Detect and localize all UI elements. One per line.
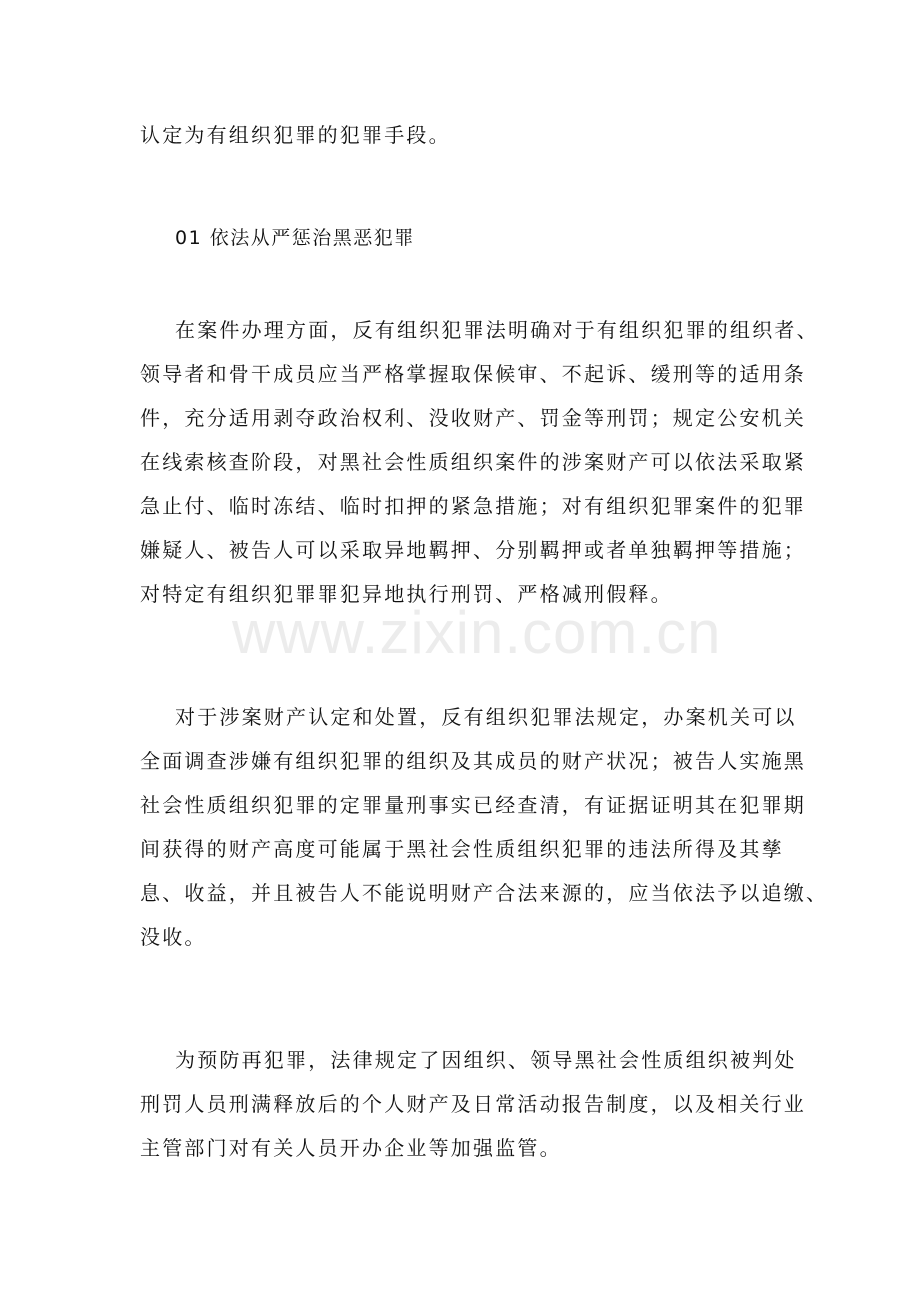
paragraph2-line: 社会性质组织犯罪的定罪量刑事实已经查清，有证据证明其在犯罪期 — [140, 793, 806, 817]
paragraph3-line: 主管部门对有关人员开办企业等加强监管。 — [140, 1136, 562, 1160]
paragraph2-line: 对于涉案财产认定和处置，反有组织犯罪法规定，办案机关可以 — [175, 705, 797, 729]
section-heading: 01 依法从严惩治黑恶犯罪 — [175, 227, 415, 249]
watermark: www.zixin.com.cn — [232, 599, 722, 666]
paragraph1-line: 在线索核查阶段，对黑社会性质组织案件的涉案财产可以依法采取紧 — [140, 450, 806, 474]
paragraph2-line: 间获得的财产高度可能属于黑社会性质组织犯罪的违法所得及其孳 — [140, 837, 784, 861]
paragraph2-line: 全面调查涉嫌有组织犯罪的组织及其成员的财产状况；被告人实施黑 — [140, 749, 806, 773]
paragraph1-line: 在案件办理方面，反有组织犯罪法明确对于有组织犯罪的组织者、 — [175, 318, 819, 342]
paragraph2-line: 息、收益，并且被告人不能说明财产合法来源的，应当依法予以追缴、 — [140, 881, 829, 905]
paragraph1-line: 急止付、临时冻结、临时扣押的紧急措施；对有组织犯罪案件的犯罪 — [140, 494, 806, 518]
paragraph3-line: 刑罚人员刑满释放后的个人财产及日常活动报告制度，以及相关行业 — [140, 1092, 806, 1116]
paragraph1-line: 对特定有组织犯罪罪犯异地执行刑罚、严格减刑假释。 — [140, 582, 673, 606]
paragraph2-line: 没收。 — [140, 925, 207, 949]
paragraph3-line: 为预防再犯罪，法律规定了因组织、领导黑社会性质组织被判处 — [175, 1048, 797, 1072]
paragraph1-line: 领导者和骨干成员应当严格掌握取保候审、不起诉、缓刑等的适用条 — [140, 362, 806, 386]
paragraph1-line: 件，充分适用剥夺政治权利、没收财产、罚金等刑罚；规定公安机关 — [140, 406, 806, 430]
paragraph1-line: 嫌疑人、被告人可以采取异地羁押、分别羁押或者单独羁押等措施； — [140, 538, 806, 562]
intro-line: 认定为有组织犯罪的犯罪手段。 — [140, 123, 451, 147]
